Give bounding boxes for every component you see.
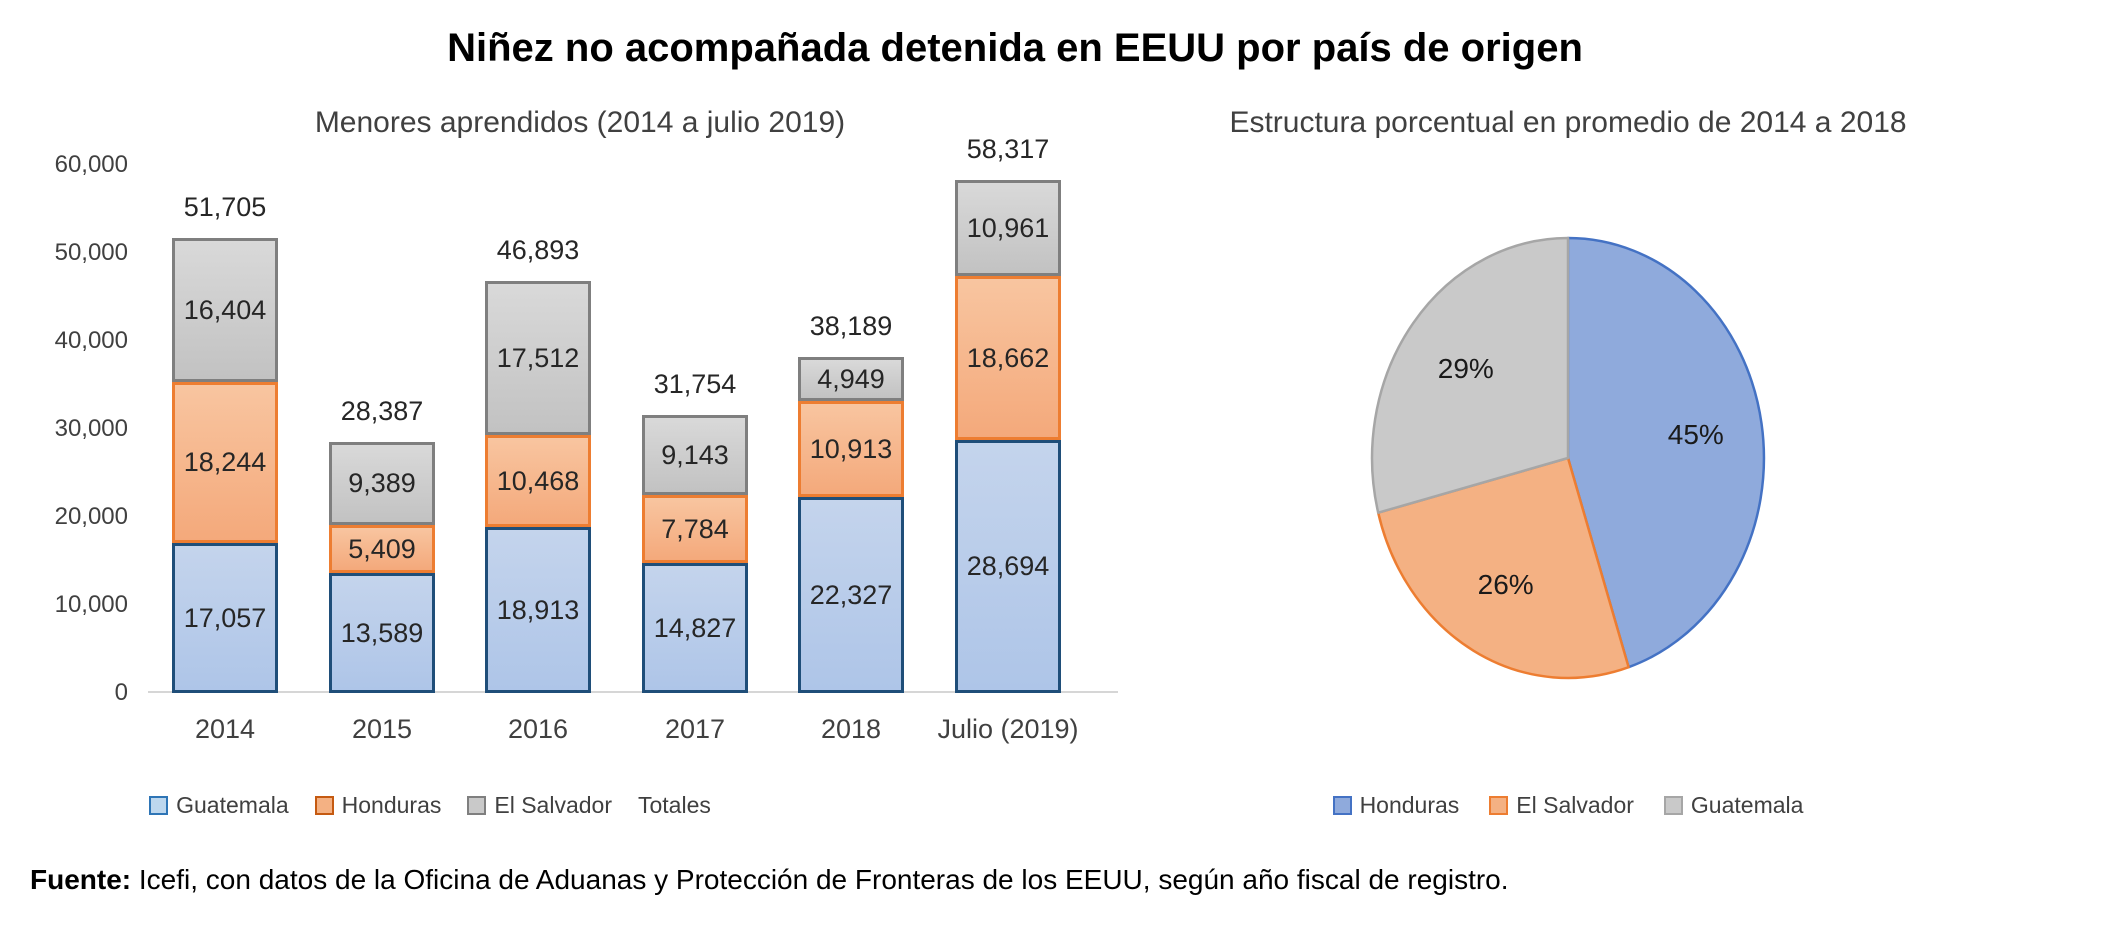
legend-label: El Salvador	[494, 792, 612, 818]
pie-percent-label: 29%	[1437, 353, 1494, 384]
legend-item-totales	[638, 792, 711, 819]
legend-item-honduras	[1333, 792, 1460, 819]
x-category-label: Julio (2019)	[937, 714, 1079, 744]
segment-value-label: 14,827	[653, 612, 737, 643]
legend-swatch-icon	[1333, 796, 1352, 815]
bar-chart-title: Menores aprendidos (2014 a julio 2019)	[314, 106, 846, 139]
legend-swatch-icon	[149, 796, 168, 815]
total-value-label: 58,317	[966, 134, 1050, 164]
segment-value-label: 9,143	[661, 439, 729, 470]
bar-segment-el-salvador	[642, 415, 748, 495]
segment-value-label: 10,468	[496, 465, 580, 496]
x-category-label: 2015	[351, 714, 413, 744]
legend-label: El Salvador	[1516, 792, 1634, 818]
segment-value-label: 4,949	[817, 363, 885, 394]
segment-value-label: 10,961	[966, 212, 1050, 243]
pie-chart-title: Estructura porcentual en promedio de 2014 a 2018	[1229, 106, 1907, 139]
bar-segment-guatemala	[798, 497, 904, 693]
source-text: Icefi, con datos de la Oficina de Aduanas y Protección de Fronteras de los EEUU, según año fiscal de registro.	[131, 864, 1509, 895]
x-category-label: 2018	[820, 714, 882, 744]
legend-item-guatemala	[1664, 792, 1804, 819]
pie-graphic	[1350, 225, 1790, 695]
legend-label: Totales	[638, 792, 711, 818]
segment-value-label: 17,057	[183, 602, 267, 633]
bar-segment-honduras	[172, 382, 278, 543]
bar-segment-guatemala	[955, 440, 1061, 693]
bar-segment-honduras	[642, 495, 748, 563]
legend-swatch-icon	[315, 796, 334, 815]
segment-value-label: 16,404	[183, 294, 267, 325]
segment-value-label: 9,389	[348, 468, 416, 498]
total-value-label: 46,893	[496, 235, 580, 265]
source-label: Fuente:	[30, 864, 132, 895]
legend-swatch-icon	[1489, 796, 1508, 815]
x-category-label: 2017	[664, 714, 726, 744]
legend-label: Honduras	[1359, 792, 1460, 818]
bar-segment-el-salvador	[329, 442, 435, 525]
segment-value-label: 13,589	[340, 617, 424, 648]
segment-value-label: 18,244	[183, 447, 267, 477]
legend-item-honduras	[315, 792, 442, 819]
y-tick-label: 20,000	[54, 503, 128, 530]
segment-value-label: 18,913	[496, 594, 580, 625]
legend-label: Guatemala	[1690, 792, 1804, 818]
total-value-label: 38,189	[809, 311, 893, 341]
y-tick-label: 10,000	[54, 591, 128, 618]
total-value-label: 51,705	[183, 192, 267, 222]
bar-segment-honduras	[329, 525, 435, 573]
total-value-label: 28,387	[340, 396, 424, 426]
bar-chart-legend	[150, 792, 710, 819]
legend-item-guatemala	[149, 792, 289, 819]
bar-segment-guatemala	[642, 563, 748, 693]
y-tick-label: 0	[114, 679, 128, 706]
pie-percent-label: 26%	[1477, 569, 1534, 601]
legend-item-el-salvador	[1489, 792, 1634, 819]
page-title: Niñez no acompañada detenida en EEUU por país de origen	[447, 26, 1583, 70]
y-tick-label: 40,000	[54, 327, 128, 354]
bar-segment-honduras	[485, 435, 591, 527]
bar-segment-guatemala	[329, 573, 435, 693]
legend-label: Honduras	[341, 792, 442, 818]
y-tick-label: 50,000	[54, 239, 128, 266]
bar-segment-honduras	[798, 401, 904, 497]
segment-value-label: 28,694	[966, 551, 1050, 581]
segment-value-label: 10,913	[809, 433, 893, 464]
x-category-label: 2016	[507, 714, 569, 744]
bar-segment-honduras	[955, 276, 1061, 440]
total-value-label: 31,754	[653, 369, 737, 399]
pie-chart-legend	[1268, 792, 1868, 819]
bar-segment-el-salvador	[798, 357, 904, 401]
y-tick-label: 30,000	[54, 415, 128, 442]
legend-swatch-icon	[1664, 796, 1683, 815]
x-category-label: 2014	[194, 714, 256, 744]
pie-percent-label: 45%	[1667, 419, 1724, 451]
legend-swatch-icon	[467, 796, 486, 815]
bar-segment-el-salvador	[485, 281, 591, 435]
segment-value-label: 17,512	[496, 342, 580, 373]
segment-value-label: 22,327	[809, 579, 893, 610]
bar-segment-el-salvador	[955, 180, 1061, 276]
segment-value-label: 7,784	[661, 513, 729, 544]
legend-label: Guatemala	[176, 792, 289, 818]
legend-item-el-salvador	[467, 792, 612, 819]
segment-value-label: 5,409	[348, 533, 416, 564]
source-note	[30, 864, 1509, 896]
y-tick-label: 60,000	[54, 151, 128, 178]
bar-segment-guatemala	[172, 543, 278, 693]
segment-value-label: 18,662	[966, 342, 1050, 373]
bar-segment-el-salvador	[172, 238, 278, 382]
bar-segment-guatemala	[485, 527, 591, 693]
